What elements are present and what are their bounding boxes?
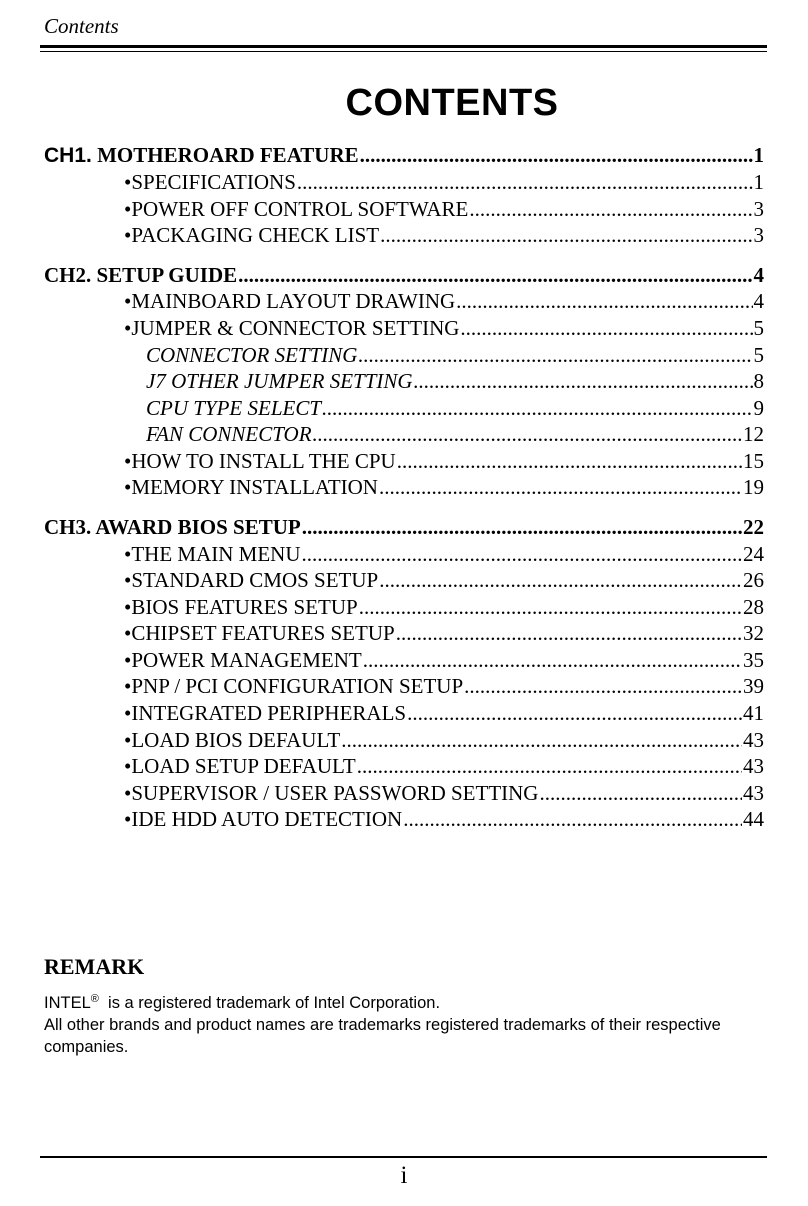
- toc-entry-label: [124, 806, 402, 833]
- toc-page-number: 8: [753, 369, 764, 393]
- toc-entry-text: J7 OTHER JUMPER SETTING: [146, 369, 413, 393]
- dot-leader: [397, 448, 742, 475]
- toc-entry-text: CH3. AWARD BIOS SETUP: [44, 515, 301, 539]
- toc-entry: [124, 727, 764, 754]
- toc-entry-text: FAN CONNECTOR: [146, 422, 312, 446]
- toc-entry-text: •PACKAGING CHECK LIST: [124, 223, 380, 247]
- toc-entry: [124, 753, 764, 780]
- toc-entry: [124, 567, 764, 594]
- toc-page-number: 43: [743, 728, 764, 752]
- toc-entry-text: MOTHEROARD FEATURE: [91, 143, 359, 167]
- toc-entry-text: CONNECTOR SETTING: [146, 343, 358, 367]
- footer-rule: [40, 1156, 767, 1158]
- toc-entry: [124, 448, 764, 475]
- toc-entry-label: [124, 169, 296, 196]
- dot-leader: [460, 315, 752, 342]
- toc-entry: [124, 700, 764, 727]
- dot-leader: [358, 342, 752, 369]
- toc-entry: [124, 222, 764, 249]
- toc-entry-text: •SPECIFICATIONS: [124, 170, 296, 194]
- dot-leader: [357, 753, 742, 780]
- dot-leader: [341, 727, 742, 754]
- toc-entry: [124, 620, 764, 647]
- dot-leader: [456, 288, 752, 315]
- toc-entry-text: •POWER MANAGEMENT: [124, 648, 362, 672]
- dot-leader: [464, 673, 742, 700]
- toc-entry-text: •MAINBOARD LAYOUT DRAWING: [124, 289, 456, 313]
- toc-entry-label: [44, 514, 301, 541]
- dot-leader: [359, 594, 742, 621]
- dot-leader: [379, 567, 742, 594]
- toc-entry-label: [124, 620, 395, 647]
- dot-leader: [238, 262, 752, 289]
- toc-entry-text: •INTEGRATED PERIPHERALS: [124, 701, 407, 725]
- toc-entry-label: [146, 421, 312, 448]
- running-header-title: Contents: [44, 14, 119, 38]
- toc-entry-text: •JUMPER & CONNECTOR SETTING: [124, 316, 460, 340]
- dot-leader: [379, 474, 742, 501]
- toc-entry-text: •MEMORY INSTALLATION: [124, 475, 378, 499]
- toc-entry-text: •CHIPSET FEATURES SETUP: [124, 621, 395, 645]
- registered-mark: ®: [90, 993, 99, 1005]
- toc-entry-label: [124, 196, 468, 223]
- toc-page-number: 1: [753, 143, 764, 167]
- toc-entry: [124, 594, 764, 621]
- toc-entry: [44, 514, 764, 541]
- toc-entry: [124, 780, 764, 807]
- toc-entry-label: [124, 288, 455, 315]
- dot-leader: [539, 780, 742, 807]
- toc-entry-text: •LOAD SETUP DEFAULT: [124, 754, 356, 778]
- toc-page-number: 5: [753, 316, 764, 340]
- toc-entry-label: [146, 368, 413, 395]
- dot-leader: [302, 514, 742, 541]
- dot-leader: [322, 395, 752, 422]
- toc-page-number: 3: [753, 223, 764, 247]
- toc-entry-label: [124, 753, 356, 780]
- header-rule-thick: [40, 45, 767, 48]
- toc-entry-label: [124, 700, 406, 727]
- toc-page-number: 24: [743, 542, 764, 566]
- toc-entry-label: [124, 541, 301, 568]
- toc-entry-text: •SUPERVISOR / USER PASSWORD SETTING: [124, 781, 539, 805]
- toc-page-number: 3: [753, 197, 764, 221]
- toc-page-number: 44: [743, 807, 764, 831]
- toc-entry-label: [124, 567, 378, 594]
- trademark-statement: is a registered trademark of Intel Corporation.: [98, 994, 441, 1012]
- toc-entry-label: [44, 262, 237, 289]
- toc-page-number: 4: [753, 289, 764, 313]
- toc-page-number: 12: [743, 422, 764, 446]
- toc-entry-label: [44, 142, 359, 169]
- toc-entry-label: [124, 673, 463, 700]
- dot-leader: [407, 700, 742, 727]
- toc-page-number: 32: [743, 621, 764, 645]
- toc-page-number: 26: [743, 568, 764, 592]
- dot-leader: [297, 169, 753, 196]
- toc-entry-label: [124, 780, 538, 807]
- dot-leader: [396, 620, 742, 647]
- toc-page-number: 4: [753, 263, 764, 287]
- toc-entry: [124, 806, 764, 833]
- toc-entry-label: [124, 647, 362, 674]
- toc-entry: [146, 421, 764, 448]
- dot-leader: [360, 142, 753, 169]
- toc-entry-label: [124, 594, 358, 621]
- page-heading: CONTENTS: [345, 82, 559, 124]
- toc-entry-text: •THE MAIN MENU: [124, 542, 301, 566]
- toc-entry-text: •POWER OFF CONTROL SOFTWARE: [124, 197, 469, 221]
- toc-entry: [124, 169, 764, 196]
- dot-leader: [403, 806, 742, 833]
- toc-entry-label: [124, 474, 378, 501]
- dot-leader: [363, 647, 742, 674]
- toc-page-number: 39: [743, 674, 764, 698]
- toc-entry-text: •IDE HDD AUTO DETECTION: [124, 807, 403, 831]
- toc-entry: [146, 368, 764, 395]
- toc-page-number: 19: [743, 475, 764, 499]
- toc-page-number: 28: [743, 595, 764, 619]
- toc-entry-text: •STANDARD CMOS SETUP: [124, 568, 379, 592]
- toc-entry-text: CH2. SETUP GUIDE: [44, 263, 238, 287]
- toc-page-number: 1: [753, 170, 764, 194]
- toc-page-number: 35: [743, 648, 764, 672]
- toc-entry: [44, 262, 764, 289]
- toc-entry-label: [124, 448, 396, 475]
- toc-entry-label: [124, 222, 379, 249]
- toc-entry: [124, 647, 764, 674]
- toc-page-number: 43: [743, 781, 764, 805]
- toc-entry-text: •PNP / PCI CONFIGURATION SETUP: [124, 674, 464, 698]
- trademark-brand: INTEL: [44, 994, 91, 1012]
- toc-entry-text: CPU TYPE SELECT: [146, 396, 322, 420]
- toc-entry: [44, 142, 764, 169]
- toc-entry-text: •HOW TO INSTALL THE CPU: [124, 449, 396, 473]
- toc-page-number: 22: [743, 515, 764, 539]
- page-number: i: [400, 1162, 408, 1189]
- chapter-prefix: CH1.: [44, 144, 92, 167]
- toc-entry-label: [146, 395, 321, 422]
- dot-leader: [313, 421, 742, 448]
- remark-text: [44, 992, 764, 1058]
- toc-page-number: 9: [753, 396, 764, 420]
- toc-entry-label: [146, 342, 357, 369]
- toc-entry-label: [124, 315, 459, 342]
- toc-entry: [124, 288, 764, 315]
- toc-entry: [124, 474, 764, 501]
- toc-entry-text: •BIOS FEATURES SETUP: [124, 595, 358, 619]
- toc-entry: [146, 342, 764, 369]
- header-rule-thin: [40, 51, 767, 52]
- toc-page-number: 15: [743, 449, 764, 473]
- toc-entry: [124, 541, 764, 568]
- toc-entry: [124, 673, 764, 700]
- dot-leader: [469, 196, 752, 223]
- dot-leader: [414, 368, 753, 395]
- dot-leader: [380, 222, 752, 249]
- toc-page-number: 43: [743, 754, 764, 778]
- toc-entry: [124, 196, 764, 223]
- toc-entry: [124, 315, 764, 342]
- toc-entry-label: [124, 727, 340, 754]
- toc-page-number: 5: [753, 343, 764, 367]
- toc-entry-text: •LOAD BIOS DEFAULT: [124, 728, 341, 752]
- other-brands-statement: All other brands and product names are trademarks registered trademarks of their respective companies.: [44, 1016, 721, 1056]
- remark-heading: REMARK: [44, 954, 145, 979]
- toc-page-number: 41: [743, 701, 764, 725]
- dot-leader: [302, 541, 742, 568]
- toc-entry: [146, 395, 764, 422]
